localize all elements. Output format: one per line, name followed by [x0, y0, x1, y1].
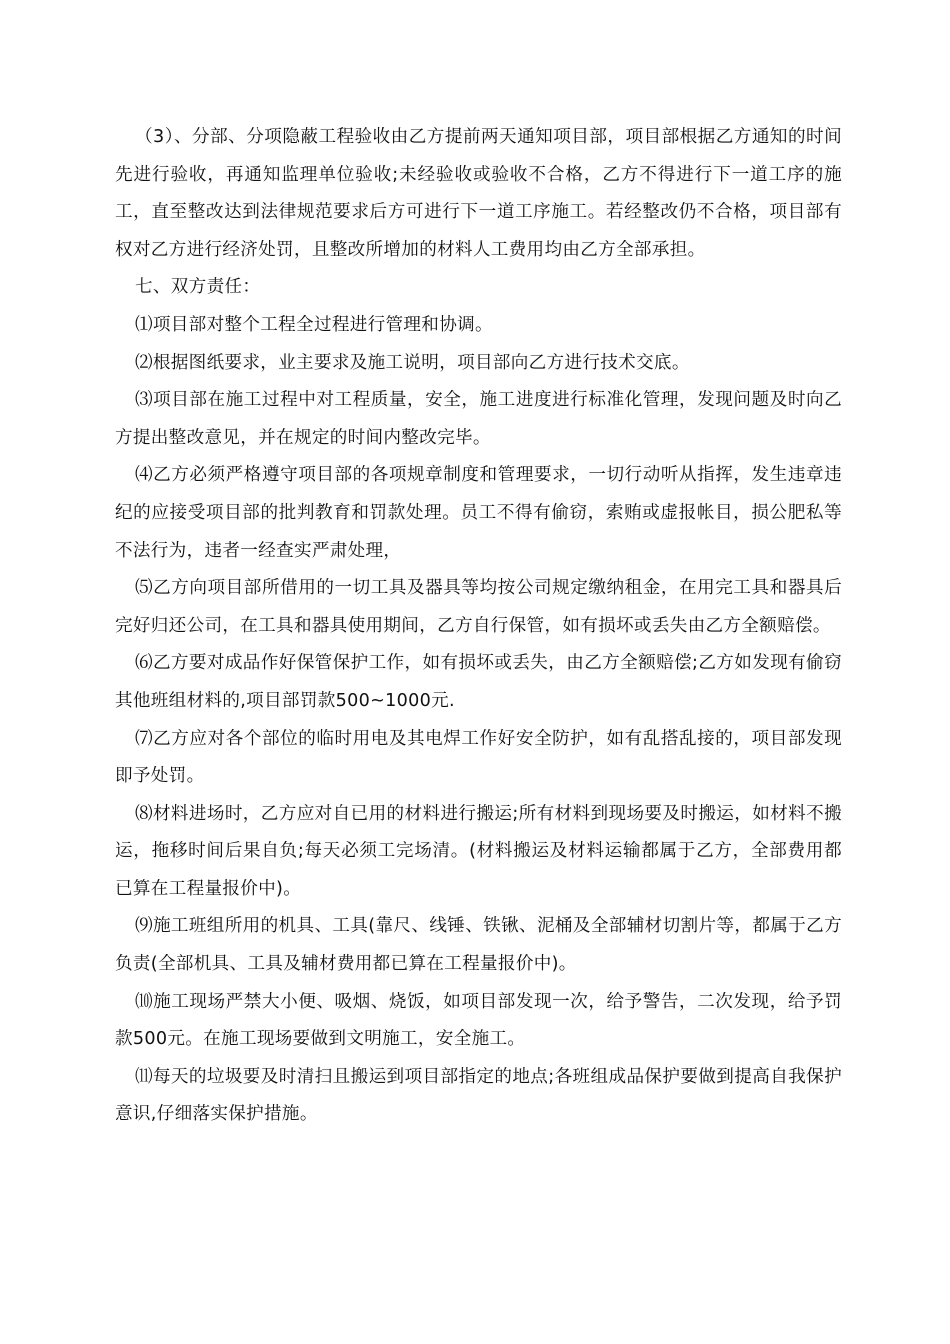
clause-3: ⑶项目部在施工过程中对工程质量，安全，施工进度进行标准化管理，发现问题及时向乙方提出整改意见，并在规定的时间内整改完毕。 — [115, 390, 842, 448]
clause-6: ⑹乙方要对成品作好保管保护工作，如有损坏或丢失，由乙方全额赔偿;乙方如发现有偷窃其他班组材料的,项目部罚款500~1000元. — [115, 653, 842, 711]
section-heading-mutual-responsibilities: 七、双方责任： — [135, 277, 261, 298]
clause-1: ⑴项目部对整个工程全过程进行管理和协调。 — [135, 314, 493, 335]
clause-8: ⑻材料进场时，乙方应对自已用的材料进行搬运;所有材料到现场要及时搬运，如材料不搬运，拖移时间后果自负;每天必须工完场清。(材料搬运及材料运输都属于乙方，全部费用都已算在工程量报价中)。 — [115, 803, 842, 899]
clause-9: ⑼施工班组所用的机具、工具(靠尺、线锤、铁锹、泥桶及全部辅材切割片等，都属于乙方负责(全部机具、工具及辅材费用都已算在工程量报价中)。 — [115, 916, 842, 975]
clause-5: ⑸乙方向项目部所借用的一切工具及器具等均按公司规定缴纳租金，在用完工具和器具后完好归还公司，在工具和器具使用期间，乙方自行保管，如有损坏或丢失由乙方全额赔偿。 — [115, 578, 842, 636]
paragraph-concealed-works-acceptance: （3）、分部、分项隐蔽工程验收由乙方提前两天通知项目部，项目部根据乙方通知的时间先进行验收，再通知监理单位验收;未经验收或验收不合格，乙方不得进行下一道工序的施工，直至整改达到法律规范要求后方可进行下一道工序施工。若经整改仍不合格，项目部有权对乙方进行经济处罚，且整改所增加的材料人工费用均由乙方全部承担。 — [115, 127, 842, 260]
clause-4: ⑷乙方必须严格遵守项目部的各项规章制度和管理要求，一切行动听从指挥，发生违章违纪的应接受项目部的批判教育和罚款处理。员工不得有偷窃，索贿或虚报帐目，损公肥私等不法行为，违者一经查实严肃处理， — [115, 465, 842, 561]
clause-2: ⑵根据图纸要求，业主要求及施工说明，项目部向乙方进行技术交底。 — [135, 352, 690, 373]
clause-10: ⑽施工现场严禁大小便、吸烟、烧饭，如项目部发现一次，给予警告，二次发现，给予罚款500元。在施工现场要做到文明施工，安全施工。 — [115, 991, 842, 1050]
clause-7: ⑺乙方应对各个部位的临时用电及其电焊工作好安全防护，如有乱搭乱接的，项目部发现即予处罚。 — [115, 728, 842, 787]
clause-11: ⑾每天的垃圾要及时清扫且搬运到项目部指定的地点;各班组成品保护要做到提高自我保护意识,仔细落实保护措施。 — [115, 1066, 842, 1125]
